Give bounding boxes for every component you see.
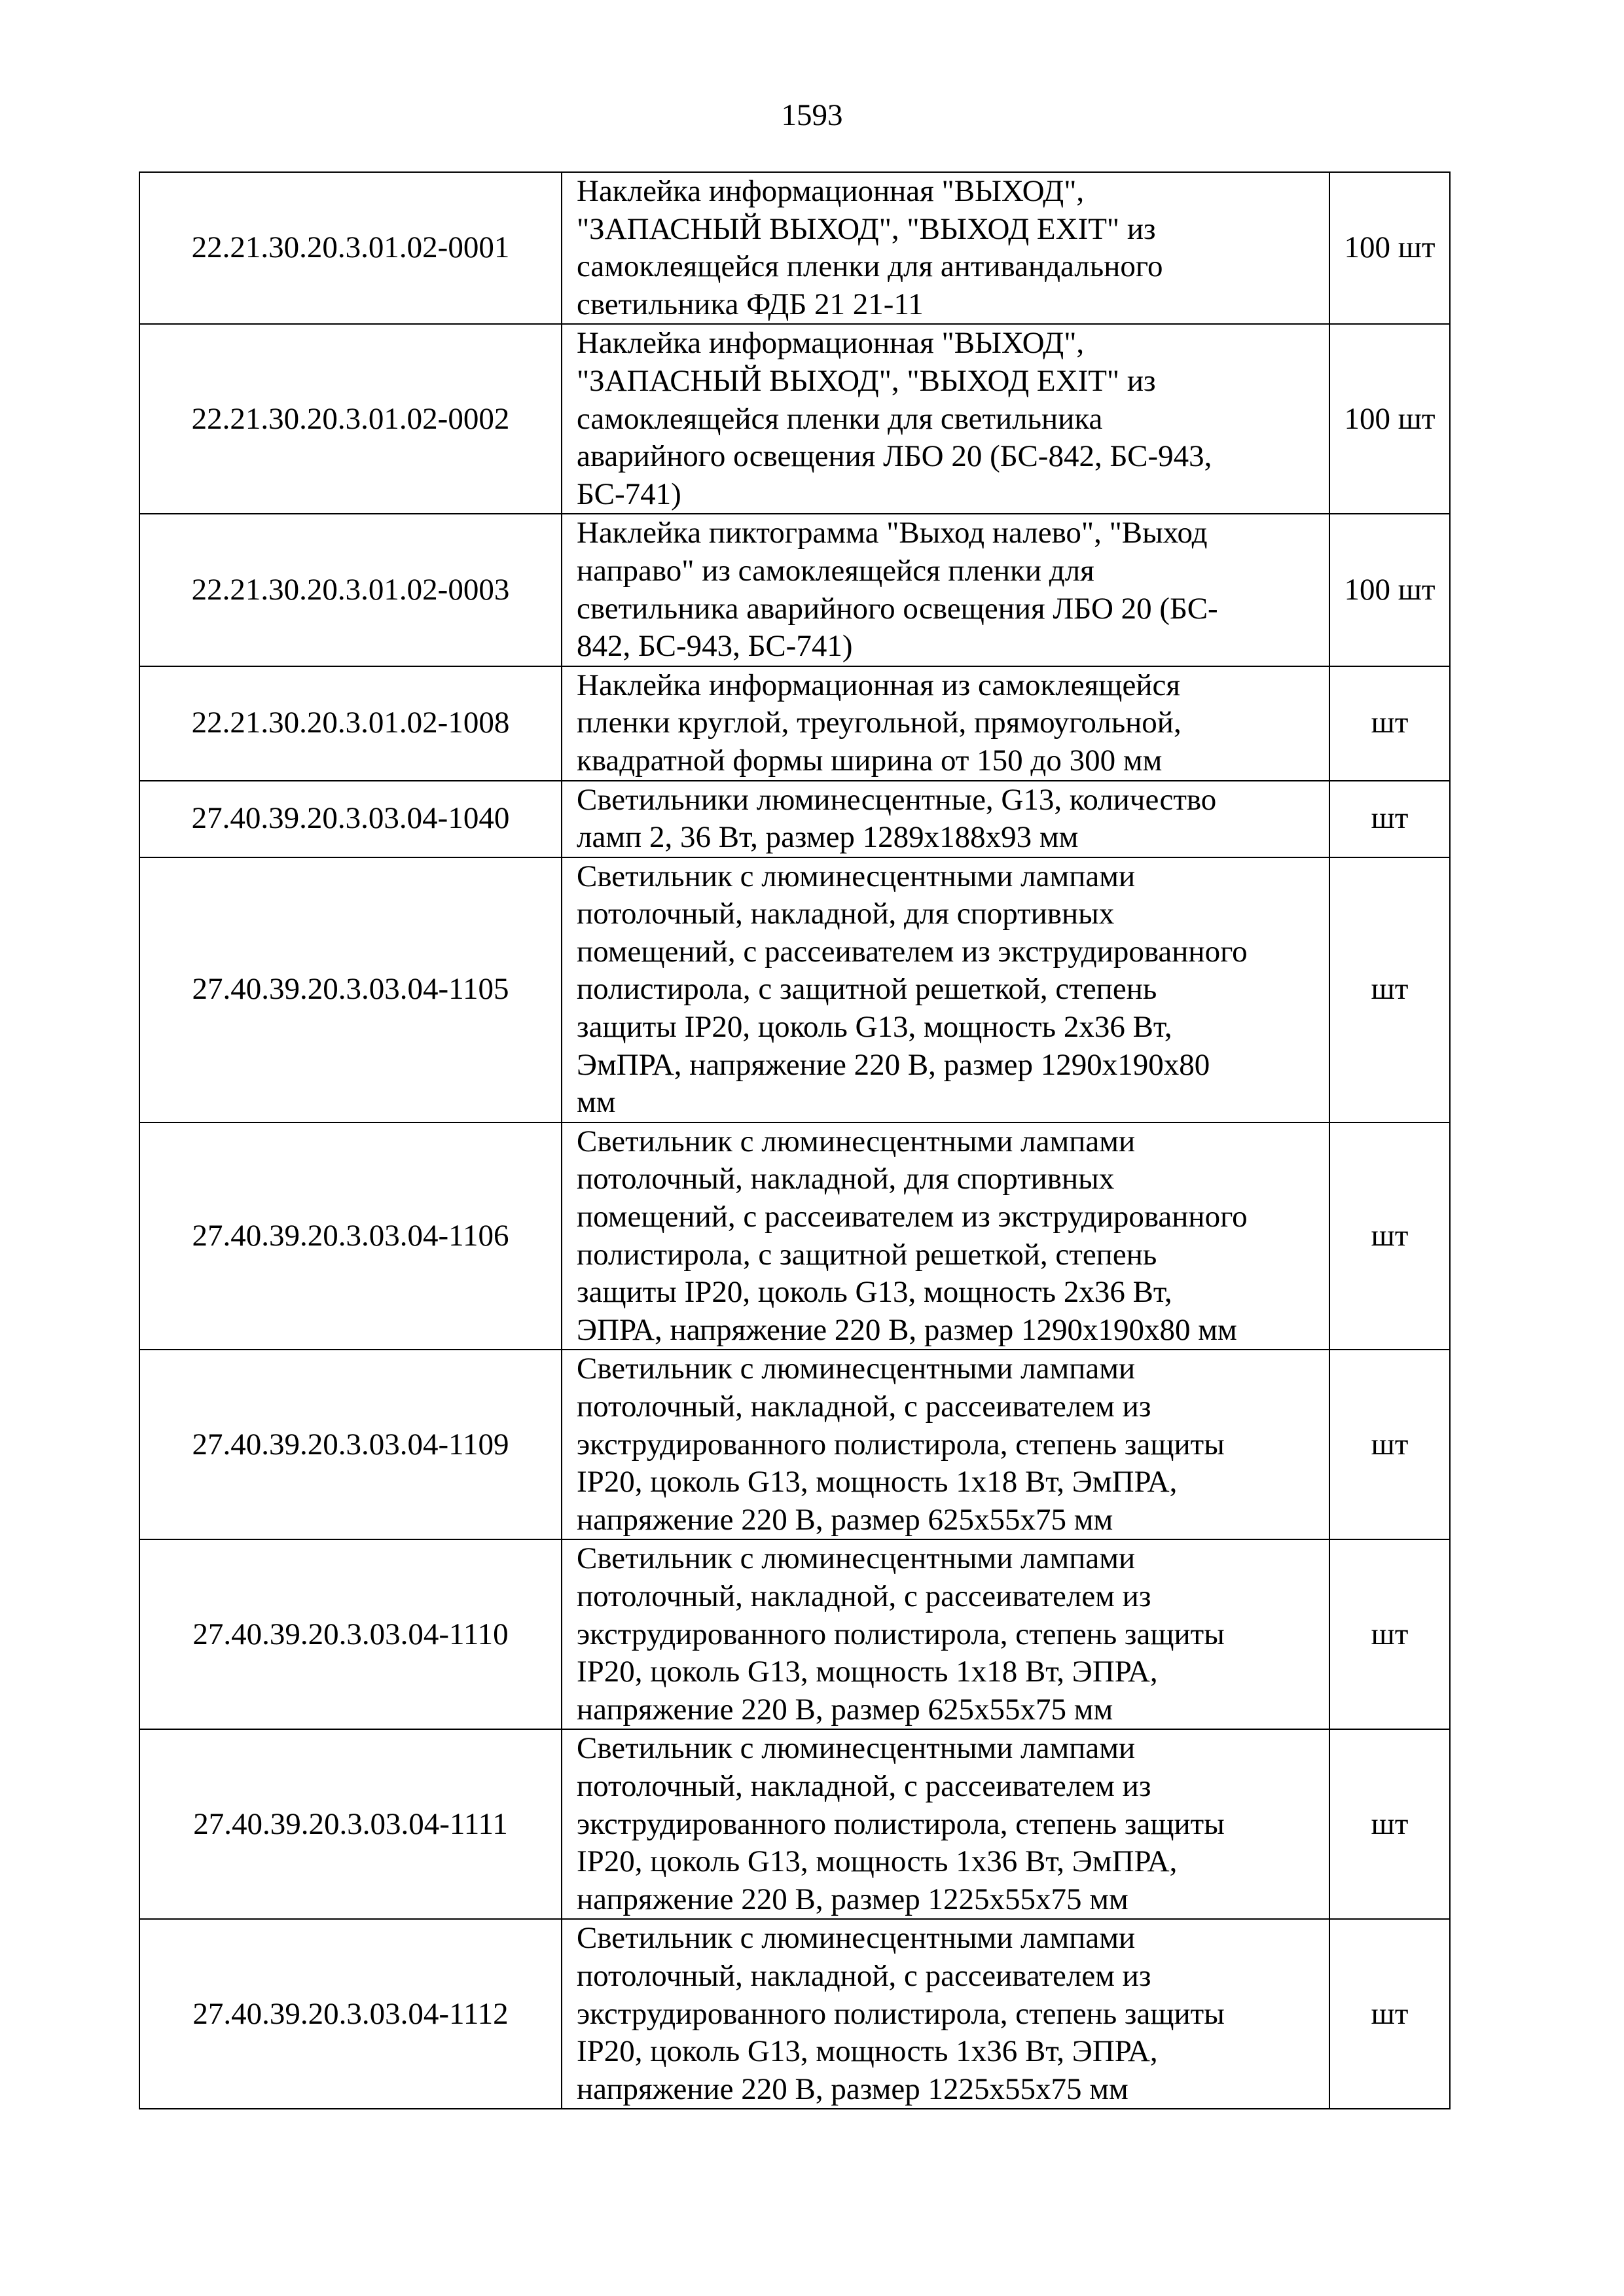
name-line: потолочный, накладной, с рассеивателем из — [577, 1768, 1151, 1803]
name-line: экструдированного полистирола, степень защиты — [577, 1617, 1225, 1651]
resource-code-cell: 27.40.39.20.3.03.04-1105 — [139, 857, 562, 1122]
name-line: IP20, цоколь G13, мощность 1х36 Вт, ЭПРА, — [577, 2034, 1158, 2069]
resource-name-cell — [562, 514, 1329, 666]
unit-cell: шт — [1329, 1729, 1450, 1919]
name-line: экструдированного полистирола, степень защиты — [577, 1996, 1225, 2031]
resource-name-cell — [562, 666, 1329, 781]
resource-code-cell: 22.21.30.20.3.01.02-0003 — [139, 514, 562, 666]
resource-code-cell: 27.40.39.20.3.03.04-1112 — [139, 1919, 562, 2109]
table-row — [139, 1919, 1450, 2109]
name-line: Светильник с люминесцентными лампами — [577, 1352, 1136, 1386]
resource-name-cell — [562, 1350, 1329, 1539]
resource-name-cell — [562, 781, 1329, 857]
unit-cell: шт — [1329, 666, 1450, 781]
unit-cell: шт — [1329, 1350, 1450, 1539]
name-line: IP20, цоколь G13, мощность 1х18 Вт, ЭПРА, — [577, 1655, 1158, 1689]
name-line: напряжение 220 В, размер 625х55х75 мм — [577, 1692, 1113, 1727]
table-row — [139, 172, 1450, 324]
name-line: мм — [577, 1085, 616, 1120]
resource-code-cell: 27.40.39.20.3.03.04-1106 — [139, 1122, 562, 1350]
unit-cell: 100 шт — [1329, 172, 1450, 324]
table-row — [139, 324, 1450, 514]
table-row — [139, 1539, 1450, 1729]
name-line: квадратной формы ширина от 150 до 300 мм — [577, 743, 1163, 778]
table-row — [139, 781, 1450, 857]
name-line: полистирола, с защитной решеткой, степень — [577, 972, 1157, 1007]
table-row — [139, 857, 1450, 1122]
table-row — [139, 666, 1450, 781]
resource-code-cell: 27.40.39.20.3.03.04-1111 — [139, 1729, 562, 1919]
resource-name-cell — [562, 1539, 1329, 1729]
name-line: пленки круглой, треугольной, прямоугольной, — [577, 706, 1182, 740]
name-line: IP20, цоколь G13, мощность 1х18 Вт, ЭмПРА, — [577, 1465, 1178, 1499]
name-line: потолочный, накладной, с рассеивателем из — [577, 1958, 1151, 1993]
resource-name-cell — [562, 1919, 1329, 2109]
resource-name-cell — [562, 857, 1329, 1122]
name-line: самоклеящейся пленки для светильника — [577, 401, 1103, 436]
name-line: потолочный, накладной, для спортивных — [577, 1162, 1115, 1196]
resource-code-cell: 22.21.30.20.3.01.02-0002 — [139, 324, 562, 514]
unit-cell: шт — [1329, 1122, 1450, 1350]
name-line: Наклейка информационная из самоклеящейся — [577, 668, 1180, 702]
name-line: IP20, цоколь G13, мощность 1х36 Вт, ЭмПРА, — [577, 1844, 1178, 1879]
resource-table-body — [139, 172, 1450, 2109]
name-line: направо" из самоклеящейся пленки для — [577, 553, 1094, 588]
resource-name-cell — [562, 1122, 1329, 1350]
resource-code-cell: 22.21.30.20.3.01.02-1008 — [139, 666, 562, 781]
name-line: 842, БС-943, БС-741) — [577, 629, 853, 664]
page-number: 1593 — [781, 98, 843, 132]
name-line: Светильник с люминесцентными лампами — [577, 1541, 1136, 1576]
name-line: потолочный, накладной, с рассеивателем из — [577, 1579, 1151, 1613]
name-line: напряжение 220 В, размер 625х55х75 мм — [577, 1502, 1113, 1537]
name-line: Светильник с люминесцентными лампами — [577, 1124, 1136, 1158]
name-line: Светильники люминесцентные, G13, количество — [577, 782, 1217, 817]
name-line: Светильник с люминесцентными лампами — [577, 1731, 1136, 1766]
resource-code-cell: 22.21.30.20.3.01.02-0001 — [139, 172, 562, 324]
table-row — [139, 514, 1450, 666]
name-line: Наклейка информационная "ВЫХОД", — [577, 326, 1085, 361]
name-line: потолочный, накладной, с рассеивателем из — [577, 1390, 1151, 1424]
name-line: самоклеящейся пленки для антивандального — [577, 249, 1163, 284]
name-line: помещений, с рассеивателем из экструдированного — [577, 934, 1248, 969]
name-line: экструдированного полистирола, степень защиты — [577, 1806, 1225, 1841]
unit-cell: шт — [1329, 1919, 1450, 2109]
unit-cell: 100 шт — [1329, 514, 1450, 666]
unit-cell: 100 шт — [1329, 324, 1450, 514]
name-line: экструдированного полистирола, степень защиты — [577, 1427, 1225, 1462]
table-row — [139, 1122, 1450, 1350]
name-line: ЭПРА, напряжение 220 В, размер 1290х190х80 мм — [577, 1312, 1237, 1347]
name-line: напряжение 220 В, размер 1225х55х75 мм — [577, 2072, 1128, 2106]
resource-name-cell — [562, 172, 1329, 324]
resource-name-cell — [562, 324, 1329, 514]
resource-code-cell: 27.40.39.20.3.03.04-1110 — [139, 1539, 562, 1729]
name-line: помещений, с рассеивателем из экструдированного — [577, 1200, 1248, 1234]
resource-code-cell: 27.40.39.20.3.03.04-1109 — [139, 1350, 562, 1539]
name-line: "ЗАПАСНЫЙ ВЫХОД", "ВЫХОД EXIT" из — [577, 211, 1156, 246]
name-line: Наклейка информационная "ВЫХОД", — [577, 174, 1085, 208]
table-row — [139, 1729, 1450, 1919]
name-line: Наклейка пиктограмма "Выход налево", "Выход — [577, 516, 1208, 550]
resource-name-cell — [562, 1729, 1329, 1919]
name-line: "ЗАПАСНЫЙ ВЫХОД", "ВЫХОД EXIT" из — [577, 363, 1156, 398]
unit-cell: шт — [1329, 781, 1450, 857]
name-line: светильника ФДБ 21 21-11 — [577, 287, 924, 321]
resource-table — [139, 171, 1451, 2109]
name-line: защиты IP20, цоколь G13, мощность 2х36 Вт, — [577, 1010, 1172, 1045]
name-line: ламп 2, 36 Вт, размер 1289х188х93 мм — [577, 820, 1079, 855]
name-line: напряжение 220 В, размер 1225х55х75 мм — [577, 1882, 1128, 1916]
name-line: ЭмПРА, напряжение 220 В, размер 1290х190х80 — [577, 1047, 1210, 1082]
name-line: аварийного освещения ЛБО 20 (БС-842, БС-943, — [577, 439, 1212, 474]
name-line: Светильник с люминесцентными лампами — [577, 859, 1136, 893]
resource-code-cell: 27.40.39.20.3.03.04-1040 — [139, 781, 562, 857]
name-line: потолочный, накладной, для спортивных — [577, 897, 1115, 931]
name-line: светильника аварийного освещения ЛБО 20 (БС- — [577, 591, 1218, 626]
unit-cell: шт — [1329, 1539, 1450, 1729]
name-line: защиты IP20, цоколь G13, мощность 2х36 Вт, — [577, 1275, 1172, 1310]
name-line: Светильник с люминесцентными лампами — [577, 1921, 1136, 1956]
table-row — [139, 1350, 1450, 1539]
name-line: БС-741) — [577, 476, 681, 511]
name-line: полистирола, с защитной решеткой, степень — [577, 1237, 1157, 1272]
unit-cell: шт — [1329, 857, 1450, 1122]
